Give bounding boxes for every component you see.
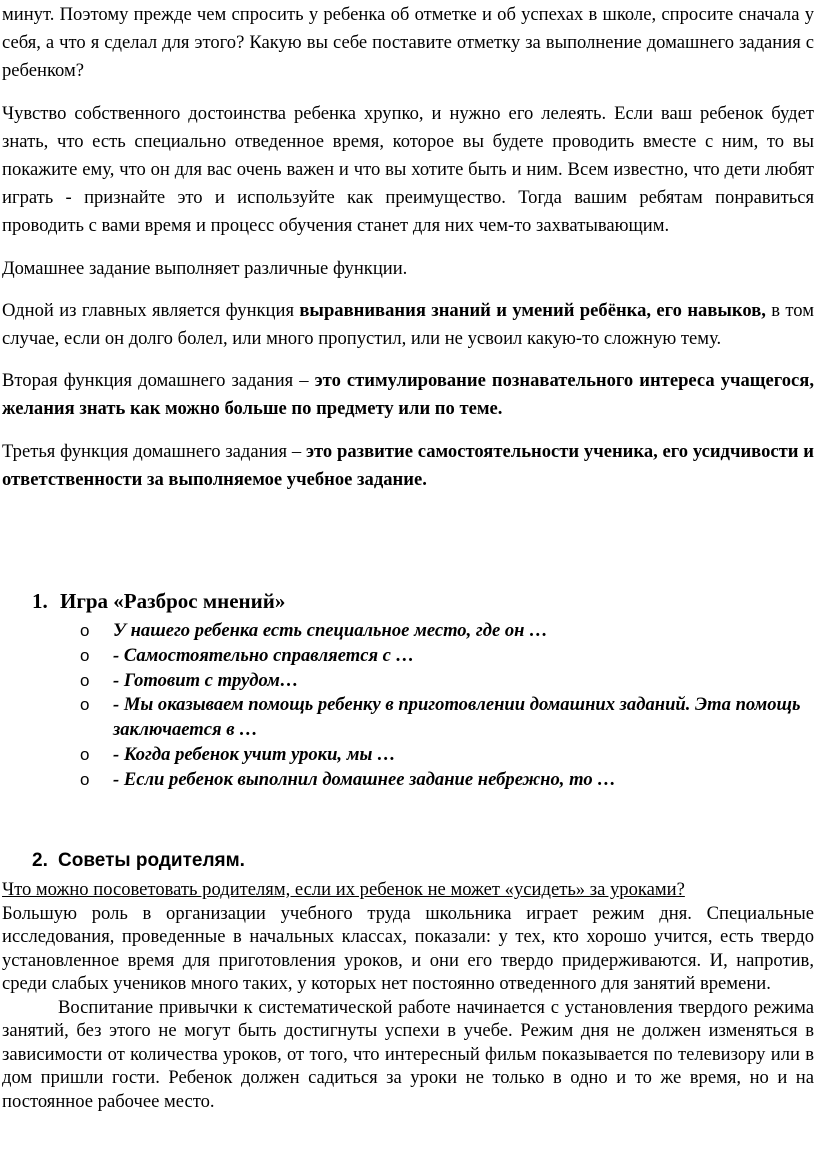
intro-paragraph-2: Чувство собственного достоинства ребенка хрупко, и нужно его лелеять. Если ваш ребенок будет знать, что есть специально отведенное время, которое вы будете проводить вместе с ним, то вы покажите ему, что он для вас очень важен и что вы хотите быть и ним. Всем известно, что дети любят играть - признайте это и используйте как преимущество. Тогда вашим ребятам понравиться проводить с вами время и процесс обучения станет для них чем-то захватывающим. — [2, 102, 814, 237]
function-1-lead: Одной из главных является функция — [2, 299, 300, 321]
list-item — [0, 619, 816, 644]
bullet-icon: o — [80, 645, 90, 665]
advice-section — [2, 878, 814, 1113]
game-heading-number: 1. — [32, 589, 48, 613]
function-1-tail: в том случае, если он долго болел, или много пропустил, или не усвоил какую-то сложную тему. — [2, 299, 815, 350]
list-item-text: - Если ребенок выполнил домашнее задание небрежно, то … — [113, 768, 616, 790]
intro-paragraph-1: минут. Поэтому прежде чем спросить у ребенка об отметке и об успехах в школе, спросите сначала у себя, а что я сделал для этого? Какую вы себе поставите отметку за выполнение домашнего задания с ребенком? — [2, 4, 814, 82]
advice-paragraph-2: Воспитание привычки к систематической работе начинается с установления твердого режима занятий, без этого не могут быть достигнуты успехи в учебе. Режим дня не должен изменяться в зависимости от количества уроков, от того, что интересный фильм показывается по телевизору или в дом пришли гости. Ребенок должен садиться за уроки не только в одно и то же время, но и на постоянное рабочее место. — [2, 996, 814, 1112]
list-item-text: У нашего ребенка есть специальное место, где он … — [113, 620, 548, 641]
function-3-lead: Третья функция домашнего задания – — [2, 440, 306, 462]
function-3-paragraph — [2, 438, 814, 494]
list-item — [0, 768, 816, 793]
advice-heading — [32, 848, 245, 874]
game-question-list — [0, 619, 816, 793]
bullet-icon: o — [80, 621, 90, 640]
function-2-lead: Вторая функция домашнего задания – — [2, 370, 315, 392]
intro-section — [2, 1, 814, 508]
advice-heading-title: Советы родителям. — [58, 850, 245, 871]
advice-paragraph-1: Большую роль в организации учебного труда школьника играет режим дня. Специальные исследования, проведенные в начальных классах, показали: у тех, кто хорошо учится, есть твердо установленное время для приготовления уроков, и они его твердо придерживаются. И, напротив, среди слабых учеников много таких, у которых нет постоянно отведенного для занятий времени. — [2, 902, 814, 994]
list-item-text: - Самостоятельно справляется с … — [113, 644, 415, 666]
bullet-icon: o — [80, 769, 90, 789]
list-item-text: - Когда ребенок учит уроки, мы … — [113, 743, 396, 765]
game-heading-title: Игра «Разброс мнений» — [60, 589, 286, 613]
function-2-bold: это стимулирование познавательного интереса учащегося, желания знать как можно больше по предмету или по теме. — [2, 370, 814, 420]
list-item — [0, 693, 816, 743]
list-item-text: - Готовит с трудом… — [113, 669, 299, 691]
list-item — [0, 644, 816, 669]
function-1-bold: выравнивания знаний и умений ребёнка, его навыков, — [299, 299, 766, 321]
bullet-icon: o — [80, 695, 90, 715]
function-1-paragraph — [2, 297, 814, 353]
list-item — [0, 669, 816, 694]
function-3-bold: это развитие самостоятельности ученика, его усидчивости и ответственности за выполняемое учебное задание. — [2, 440, 814, 490]
intro-paragraph-3: Домашнее задание выполняет различные функции. — [2, 257, 408, 279]
function-2-paragraph — [2, 367, 814, 423]
bullet-icon: o — [80, 744, 90, 764]
bullet-icon: o — [80, 670, 90, 690]
advice-heading-number: 2. — [32, 850, 48, 871]
advice-question: Что можно посоветовать родителям, если их ребенок не может «усидеть» за уроками? — [2, 879, 685, 900]
list-item-text: - Мы оказываем помощь ребенку в приготовлении домашних заданий. Эта помощь заключается в … — [113, 694, 801, 741]
list-item — [0, 743, 816, 768]
game-heading — [32, 587, 792, 615]
